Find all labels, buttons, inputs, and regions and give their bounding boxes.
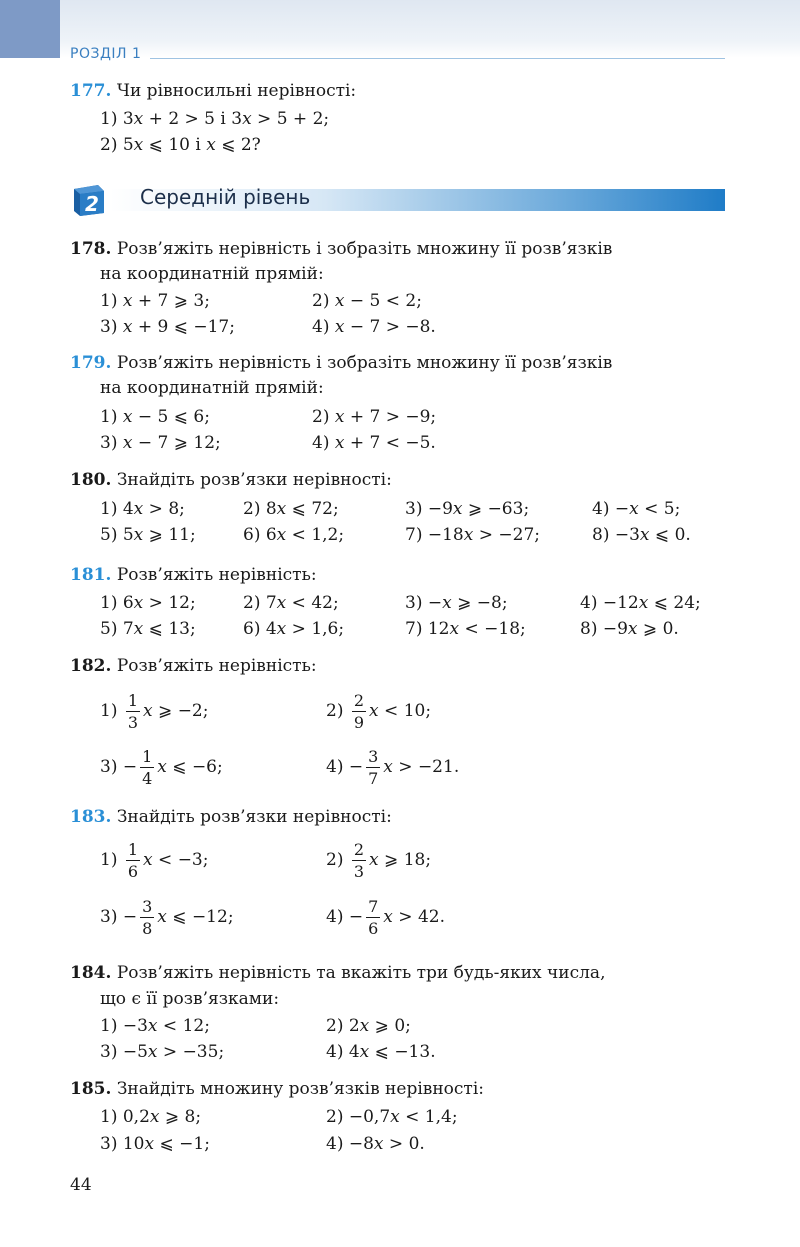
denominator: 4 — [142, 768, 153, 788]
item-text: > 5 + 2; — [251, 109, 330, 129]
item-label: 1) — [100, 701, 118, 721]
item-text: − 5 ⩽ 6; — [132, 407, 210, 427]
item-text: < −3; — [152, 850, 209, 870]
ex183-item — [100, 833, 208, 887]
header-corner-block — [0, 0, 60, 58]
page-number: 44 — [70, 1175, 92, 1195]
var-x: x — [133, 525, 144, 545]
exercise-178-item-3 — [100, 314, 235, 340]
fraction — [352, 690, 366, 732]
var-x: x — [122, 291, 133, 311]
var-x: x — [144, 1134, 155, 1154]
denominator: 3 — [353, 861, 365, 881]
item-text: ⩽ 10 і — [143, 135, 207, 155]
item-text: 3) — [100, 317, 123, 337]
numerator: 2 — [353, 839, 365, 859]
var-x: x — [147, 1016, 158, 1036]
fraction — [352, 839, 366, 881]
item-text: 1) 0,2 — [100, 1107, 150, 1127]
item-text: 1) 3 — [100, 109, 134, 129]
var-x: x — [627, 619, 638, 639]
ex182-item — [326, 684, 431, 738]
item-text: ⩾ −2; — [152, 701, 209, 721]
exercise-184-item-4 — [326, 1039, 436, 1065]
item-text: ⩽ 0. — [649, 525, 691, 545]
item-text: ⩾ 18; — [378, 850, 432, 870]
item-text: 7) −18 — [405, 525, 464, 545]
level-cube-icon — [70, 183, 106, 217]
item-text: 2) −0,7 — [326, 1107, 391, 1127]
exercise-178-item-4 — [312, 314, 436, 340]
var-x: x — [133, 499, 144, 519]
item-text: 2) 2 — [326, 1016, 360, 1036]
item-text: − 7 > −8. — [344, 317, 436, 337]
item-text: 3) −5 — [100, 1042, 148, 1062]
var-x: x — [122, 317, 133, 337]
exercise-178-item-2 — [312, 288, 422, 314]
item-text: ⩽ −13. — [369, 1042, 436, 1062]
ex181-item — [100, 590, 196, 616]
item-text: − 7 ⩾ 12; — [132, 433, 221, 453]
var-x: x — [122, 407, 133, 427]
exercise-179-item-2 — [312, 404, 436, 430]
item-text: 8) −9 — [580, 619, 628, 639]
item-text: > 12; — [143, 593, 196, 613]
item-text: ⩽ 2? — [215, 135, 261, 155]
item-text: ⩾ 0. — [637, 619, 679, 639]
item-text: ⩽ 13; — [143, 619, 196, 639]
item-text: > 42. — [392, 907, 445, 927]
var-x: x — [359, 1042, 370, 1062]
fraction — [140, 896, 154, 938]
item-text: 6) 6 — [243, 525, 277, 545]
item-text: < −18; — [459, 619, 526, 639]
item-text: 2) 8 — [243, 499, 277, 519]
item-text: + 7 > −9; — [344, 407, 437, 427]
exercise-178-line-2: на координатній прямій: — [100, 264, 324, 284]
var-x: x — [452, 499, 463, 519]
item-text: 4) −8 — [326, 1134, 374, 1154]
item-text: ⩽ −12; — [166, 907, 234, 927]
var-x: x — [449, 619, 460, 639]
var-x: x — [276, 525, 287, 545]
exercise-number: 178. — [70, 239, 112, 259]
var-x: x — [242, 109, 252, 129]
var-x: x — [149, 1107, 160, 1127]
ex181-item — [580, 616, 679, 642]
item-text: 3) — [100, 433, 123, 453]
item-text: 4) 4 — [326, 1042, 360, 1062]
exercise-185-item-2 — [326, 1104, 458, 1130]
exercise-text: Чи рівносильні нерівності: — [116, 81, 357, 101]
level-badge-number: 2 — [85, 192, 99, 216]
exercise-number: 180. — [70, 470, 112, 490]
item-text: 4) −12 — [580, 593, 639, 613]
exercise-178-item-1 — [100, 288, 210, 314]
exercise-184-item-2 — [326, 1013, 411, 1039]
exercise-number: 185. — [70, 1079, 112, 1099]
item-text: ⩽ −6; — [166, 757, 223, 777]
item-text: 6) 4 — [243, 619, 277, 639]
item-text: > 1,6; — [286, 619, 345, 639]
item-text: 1) −3 — [100, 1016, 148, 1036]
item-text: 4) — [312, 317, 335, 337]
exercise-text: Розв’яжіть нерівність: — [116, 565, 317, 585]
exercise-177-item-2 — [100, 132, 261, 158]
ex182-item — [100, 684, 208, 738]
var-x: x — [369, 850, 379, 870]
var-x: x — [334, 433, 345, 453]
exercise-177-item-1 — [100, 106, 329, 132]
exercise-177-title — [70, 78, 356, 104]
item-text: + 2 > 5 і 3 — [143, 109, 243, 129]
var-x: x — [373, 1134, 384, 1154]
exercise-number: 184. — [70, 963, 112, 983]
var-x: x — [276, 499, 287, 519]
item-text: 2) — [312, 407, 335, 427]
item-sign: − — [122, 757, 138, 777]
item-text: 1) 6 — [100, 593, 134, 613]
denominator: 6 — [127, 861, 139, 881]
item-text: ⩽ 72; — [286, 499, 339, 519]
exercise-184-line-2: що є її розв’язками: — [100, 989, 280, 1009]
exercise-179-line-2: на координатній прямій: — [100, 378, 324, 398]
item-text: 4) − — [592, 499, 630, 519]
item-text: 5) 5 — [100, 525, 134, 545]
var-x: x — [334, 317, 345, 337]
item-label: 2) — [326, 850, 344, 870]
exercise-number: 177. — [70, 81, 112, 101]
item-text: > −27; — [473, 525, 540, 545]
ex183-item — [100, 890, 234, 944]
item-text: − 5 < 2; — [344, 291, 422, 311]
item-text: + 9 ⩽ −17; — [132, 317, 235, 337]
item-text: ⩾ 11; — [143, 525, 196, 545]
numerator: 1 — [127, 690, 139, 710]
var-x: x — [133, 593, 144, 613]
var-x: x — [334, 407, 345, 427]
exercise-number: 183. — [70, 807, 112, 827]
item-sign: − — [348, 757, 364, 777]
exercise-183-title — [70, 804, 392, 830]
fraction — [366, 896, 380, 938]
var-x: x — [359, 1016, 370, 1036]
item-text: > −35; — [157, 1042, 225, 1062]
item-text: < 5; — [638, 499, 681, 519]
ex181-item — [243, 616, 344, 642]
denominator: 6 — [368, 918, 379, 938]
exercise-number: 181. — [70, 565, 112, 585]
var-x: x — [463, 525, 474, 545]
var-x: x — [334, 291, 345, 311]
ex180-item — [100, 496, 185, 522]
item-text: < 1,2; — [286, 525, 345, 545]
var-x: x — [133, 619, 144, 639]
item-text: ⩾ −63; — [462, 499, 530, 519]
item-text: + 7 ⩾ 3; — [132, 291, 210, 311]
var-x: x — [390, 1107, 400, 1127]
exercise-number: 179. — [70, 353, 112, 373]
denominator: 9 — [353, 712, 365, 732]
var-x: x — [629, 499, 639, 519]
ex181-item — [243, 590, 339, 616]
exercise-179-line-1 — [70, 350, 612, 376]
var-x: x — [383, 907, 393, 927]
item-label: 4) — [326, 907, 344, 927]
denominator: 7 — [368, 768, 379, 788]
ex181-item — [580, 590, 701, 616]
exercise-text: Розв’яжіть нерівність: — [116, 656, 317, 676]
fraction — [366, 746, 380, 788]
var-x: x — [638, 593, 649, 613]
item-label: 3) — [100, 907, 118, 927]
var-x: x — [157, 907, 167, 927]
exercise-number: 182. — [70, 656, 112, 676]
exercise-text: Знайдіть розв’язки нерівності: — [116, 470, 392, 490]
ex181-item — [100, 616, 196, 642]
denominator: 8 — [142, 918, 153, 938]
numerator: 2 — [353, 690, 365, 710]
item-label: 1) — [100, 850, 118, 870]
numerator: 3 — [368, 746, 379, 766]
numerator: 1 — [127, 839, 139, 859]
item-text: 7) 12 — [405, 619, 450, 639]
exercise-181-title — [70, 562, 317, 588]
item-sign: − — [122, 907, 138, 927]
item-text: 1) 4 — [100, 499, 134, 519]
var-x: x — [206, 135, 216, 155]
ex183-item — [326, 833, 431, 887]
numerator: 3 — [142, 896, 153, 916]
item-text: < 12; — [157, 1016, 210, 1036]
ex180-item — [592, 522, 691, 548]
item-text: > −21. — [392, 757, 460, 777]
exercise-185-title — [70, 1076, 484, 1102]
exercise-180-title — [70, 467, 392, 493]
exercise-178-line-1 — [70, 236, 612, 262]
item-text: 1) — [100, 291, 123, 311]
item-label: 4) — [326, 757, 344, 777]
item-text: > 0. — [383, 1134, 425, 1154]
exercise-179-item-4 — [312, 430, 436, 456]
item-text: 2) 5 — [100, 135, 134, 155]
exercise-179-item-1 — [100, 404, 210, 430]
item-text: 4) — [312, 433, 335, 453]
item-text: ⩾ 0; — [369, 1016, 411, 1036]
exercise-184-item-1 — [100, 1013, 210, 1039]
item-text: ⩽ −1; — [154, 1134, 210, 1154]
exercise-185-item-4 — [326, 1131, 425, 1157]
item-text: < 42; — [286, 593, 339, 613]
ex180-item — [405, 496, 529, 522]
exercise-text: Розв’яжіть нерівність і зобразіть множину її розв’язків — [116, 353, 613, 373]
var-x: x — [133, 109, 144, 129]
item-sign: − — [348, 907, 364, 927]
fraction — [140, 746, 154, 788]
ex183-item — [326, 890, 445, 944]
item-text: ⩽ 24; — [648, 593, 701, 613]
ex181-item — [405, 616, 526, 642]
item-text: 8) −3 — [592, 525, 640, 545]
var-x: x — [383, 757, 393, 777]
exercise-text: Розв’яжіть нерівність та вкажіть три будь-яких числа, — [116, 963, 606, 983]
numerator: 1 — [142, 746, 153, 766]
item-text: ⩾ −8; — [451, 593, 508, 613]
fraction — [126, 690, 140, 732]
item-text: 3) −9 — [405, 499, 453, 519]
item-text: 3) 10 — [100, 1134, 145, 1154]
item-text: 1) — [100, 407, 123, 427]
var-x: x — [157, 757, 167, 777]
ex181-item — [405, 590, 508, 616]
var-x: x — [442, 593, 452, 613]
exercise-182-title — [70, 653, 317, 679]
var-x: x — [276, 619, 287, 639]
exercise-text: Знайдіть множину розв’язків нерівності: — [116, 1079, 484, 1099]
ex182-item — [100, 740, 223, 794]
level-title: Середній рівень — [140, 185, 311, 209]
item-text: 5) 7 — [100, 619, 134, 639]
var-x: x — [276, 593, 287, 613]
var-x: x — [639, 525, 650, 545]
item-text: 3) − — [405, 593, 443, 613]
ex180-item — [405, 522, 540, 548]
exercise-text: Знайдіть розв’язки нерівності: — [116, 807, 392, 827]
section-label: РОЗДІЛ 1 — [70, 46, 142, 62]
var-x: x — [143, 701, 153, 721]
item-label: 2) — [326, 701, 344, 721]
var-x: x — [133, 135, 144, 155]
exercise-text: Розв’яжіть нерівність і зобразіть множину її розв’язків — [116, 239, 613, 259]
exercise-185-item-3 — [100, 1131, 210, 1157]
denominator: 3 — [127, 712, 139, 732]
item-text: < 10; — [378, 701, 432, 721]
ex182-item — [326, 740, 459, 794]
item-text: + 7 < −5. — [344, 433, 436, 453]
var-x: x — [122, 433, 133, 453]
level-banner — [70, 183, 725, 216]
exercise-184-item-3 — [100, 1039, 224, 1065]
ex180-item — [243, 522, 344, 548]
var-x: x — [147, 1042, 158, 1062]
item-text: < 1,4; — [399, 1107, 458, 1127]
section-divider — [150, 58, 725, 59]
exercise-179-item-3 — [100, 430, 221, 456]
ex180-item — [592, 496, 680, 522]
numerator: 7 — [368, 896, 379, 916]
ex180-item — [243, 496, 339, 522]
item-text: ⩾ 8; — [159, 1107, 202, 1127]
item-text: > 8; — [143, 499, 185, 519]
exercise-185-item-1 — [100, 1104, 201, 1130]
item-label: 3) — [100, 757, 118, 777]
var-x: x — [369, 701, 379, 721]
ex180-item — [100, 522, 196, 548]
item-text: 2) — [312, 291, 335, 311]
var-x: x — [143, 850, 153, 870]
exercise-184-line-1 — [70, 960, 605, 986]
item-text: 2) 7 — [243, 593, 277, 613]
fraction — [126, 839, 140, 881]
